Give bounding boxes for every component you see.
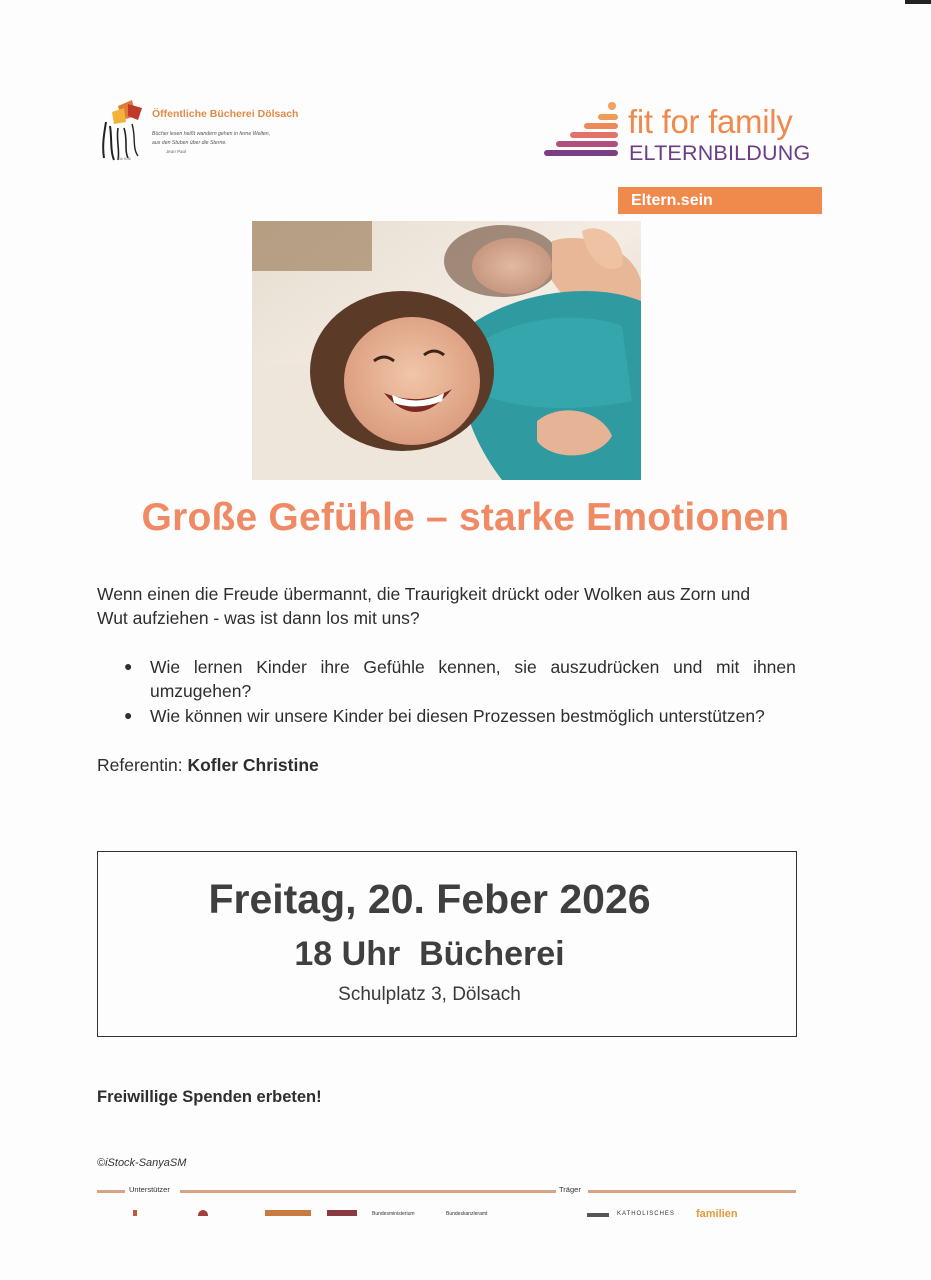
bullet-word: mit (716, 657, 740, 677)
supporters-label: Unterstützer (129, 1185, 170, 1194)
library-tagline-1: Bücher lesen heißt wandern gehen in ferne Welten, (152, 131, 271, 137)
library-logo-text: Bit Kult (118, 156, 131, 161)
bullet-word: auszudrücken (550, 657, 660, 677)
scan-edge (905, 0, 931, 4)
bullet-dot-icon: ● (124, 707, 133, 723)
bullet-word: Wie (150, 657, 181, 677)
headline: Große Gefühle – starke Emotionen (141, 496, 790, 539)
footer-rule (97, 1190, 125, 1193)
event-address: Schulplatz 3, Dölsach (338, 984, 521, 1005)
event-time-place: 18 Uhr Bücherei (294, 935, 565, 973)
carrier-logo (587, 1213, 609, 1217)
footer-rule (180, 1190, 556, 1193)
children-photo (252, 221, 641, 480)
sponsor-logo-text: Bundeskanzleramt (446, 1211, 488, 1217)
bullet-word: sie (514, 657, 537, 677)
sponsor-logo (133, 1210, 137, 1216)
sponsor-logo (265, 1210, 311, 1216)
sponsor-logo-text: Bundesministerium (372, 1211, 415, 1217)
bullet-word: kennen, (438, 657, 501, 677)
library-logo-icon (98, 98, 146, 162)
event-date: Freitag, 20. Feber 2026 (208, 876, 651, 922)
library-tagline-author: Jean Paul (166, 149, 187, 154)
carrier-logo-text: KATHOLISCHES (617, 1211, 675, 1217)
speaker (97, 753, 319, 777)
bullet-2: Wie können wir unsere Kinder bei diesen Prozessen bestmöglich unterstützen? (150, 706, 765, 726)
bullet-word: Kinder (256, 657, 307, 677)
bullet-word: Gefühle (363, 657, 425, 677)
library-name: Öffentliche Bücherei Dölsach (152, 108, 299, 120)
fit-for-family-logo-icon (542, 100, 620, 164)
footer-rule (588, 1190, 796, 1193)
carriers-label: Träger (559, 1185, 581, 1194)
carrier-logo-text: familien (696, 1208, 738, 1220)
bullet-1-line-2: umzugehen? (150, 681, 252, 701)
bullet-word: und (673, 657, 703, 677)
bullet-word: ihnen (753, 657, 796, 677)
speaker-label: Referentin: (97, 755, 183, 775)
intro-line-1: Wenn einen die Freude übermannt, die Traurigkeit drückt oder Wolken aus Zorn und (97, 584, 751, 604)
speaker-name: Kofler Christine (187, 755, 319, 775)
library-tagline-2: aus den Stuben über die Sterne. (152, 140, 227, 146)
bullet-word: lernen (193, 657, 243, 677)
sponsor-logo (198, 1210, 208, 1216)
brand-subtitle: ELTERNBILDUNG (629, 141, 811, 165)
brand-title: fit for family (628, 103, 793, 140)
intro-line-2: Wut aufziehen - was ist dann los mit uns? (97, 608, 420, 628)
brand-band: Eltern.sein (618, 187, 822, 214)
donation-note: Freiwillige Spenden erbeten! (97, 1088, 322, 1106)
bullet-word: ihre (320, 657, 350, 677)
bullet-dot-icon: ● (124, 658, 133, 674)
bullet-1-line-1 (150, 655, 796, 679)
photo-credit: ©iStock-SanyaSM (97, 1157, 187, 1169)
sponsor-logo (327, 1210, 357, 1216)
